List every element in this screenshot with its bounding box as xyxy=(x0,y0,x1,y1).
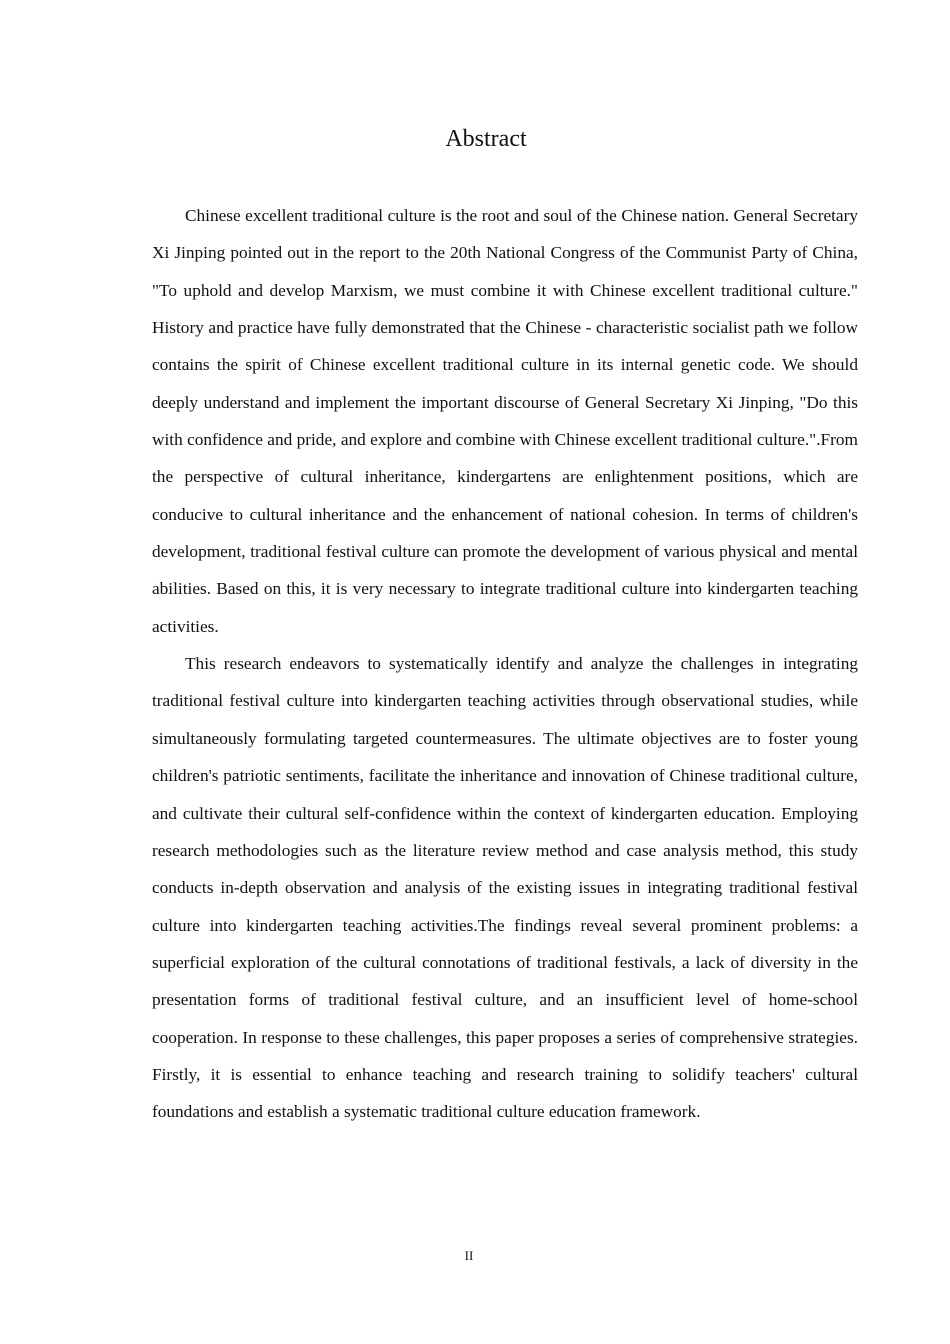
abstract-paragraph-2: This research endeavors to systematically identify and analyze the challenges in integrating traditional festival culture into kindergarten teaching activities through observational studies, while simultaneously formulating targeted countermeasures. The ultimate objectives are to foster young children's patriotic sentiments, facilitate the inheritance and innovation of Chinese traditional culture, and cultivate their cultural self-confidence within the context of kindergarten education. Employing research methodologies such as the literature review method and case analysis method, this study conducts in-depth observation and analysis of the existing issues in integrating traditional festival culture into kindergarten teaching activities.The findings reveal several prominent problems: a superficial exploration of the cultural connotations of traditional festivals, a lack of diversity in the presentation forms of traditional festival culture, and an insufficient level of home-school cooperation. In response to these challenges, this paper proposes a series of comprehensive strategies. Firstly, it is essential to enhance teaching and research training to solidify teachers' cultural foundations and establish a systematic traditional culture education framework. xyxy=(152,654,858,1122)
page-number: II xyxy=(464,1248,474,1263)
abstract-body xyxy=(152,197,858,1131)
abstract-paragraph-1: Chinese excellent traditional culture is the root and soul of the Chinese nation. General Secretary Xi Jinping pointed out in the report to the 20th National Congress of the Communist Party of China, "To uphold and develop Marxism, we must combine it with Chinese excellent traditional culture." History and practice have fully demonstrated that the Chinese - characteristic socialist path we follow contains the spirit of Chinese excellent traditional culture in its internal genetic code. We should deeply understand and implement the important discourse of General Secretary Xi Jinping, "Do this with confidence and pride, and explore and combine with Chinese excellent traditional culture.".From the perspective of cultural inheritance, kindergartens are enlightenment positions, which are conducive to cultural inheritance and the enhancement of national cohesion. In terms of children's development, traditional festival culture can promote the development of various physical and mental abilities. Based on this, it is very necessary to integrate traditional culture into kindergarten teaching activities. xyxy=(152,206,858,636)
page-title: Abstract xyxy=(445,126,527,152)
